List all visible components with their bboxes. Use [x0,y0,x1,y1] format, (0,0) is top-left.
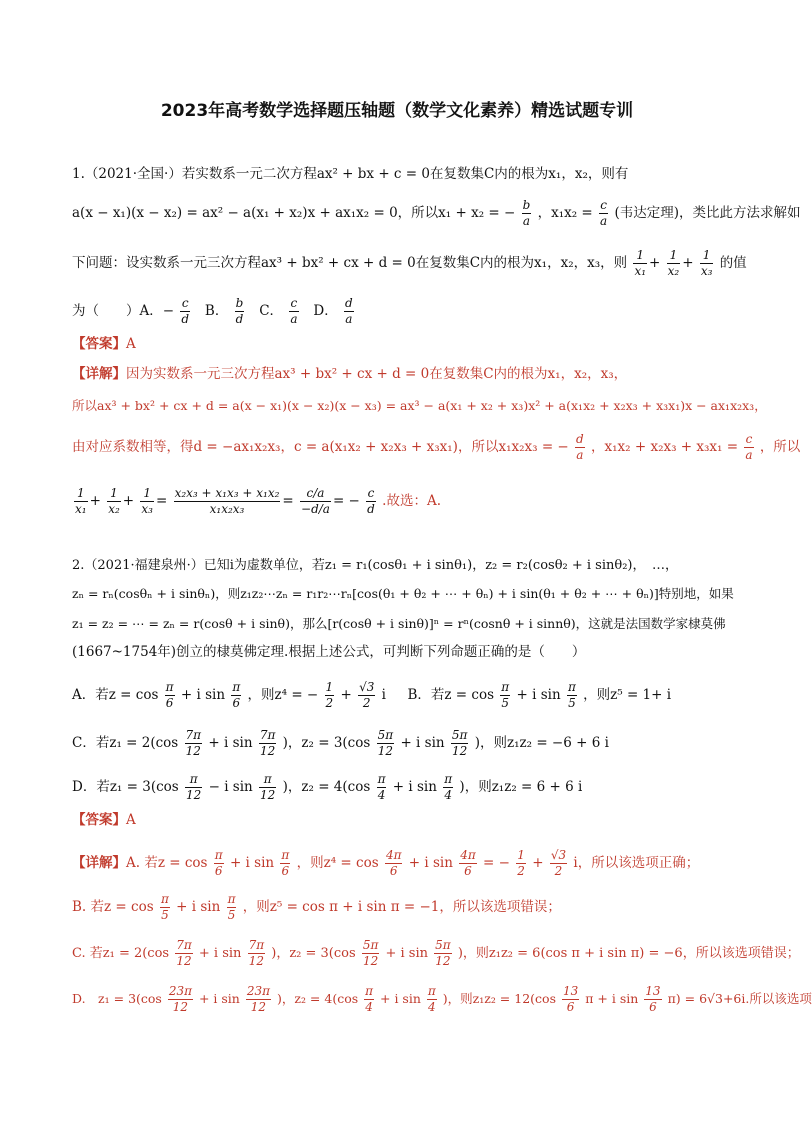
q2-line-2: zₙ = rₙ(cosθₙ + i sinθₙ)，则z₁z₂⋯zₙ = r₁r₂⋯rₙ[cos(θ₁ + θ₂ + ⋯ + θₙ) + i sin(θ₁ + θ₂ + ⋯ + θₙ)]特别地，如果 [72,586,734,601]
q1-options: 为（ ）A．− $\frac{c}{d}$ B． $\frac{b}{d}$ C． $\frac{c}{a}$ D． $\frac{d}{a}$ [72,296,353,326]
q2-line-1: 2.（2021·福建泉州·）已知i为虚数单位，若z₁ = r₁(cosθ₁ + i sinθ₁)，z₂ = r₂(cosθ₂ + i sinθ₂)， …， [72,558,678,573]
q2-detail-d: D. z₁ = 3(cos $\frac{23\pi}{12}$ + i sin $\frac{23\pi}{12}$ )，z₂ = 4(cos $\frac{\pi}{4}$ + i sin $\frac{\pi}{4}$ )，则z₁z₂ = 12(cos $\frac{13}{6}$ π + i sin $\frac{13}{6}$ π) = 6√3+6i.所以该选项 [72,984,812,1014]
q2-detail-b: B. 若z = cos $\frac{\pi}{5}$ + i sin $\frac{\pi}{5}$ ，则z⁵ = cos π + i sin π = −1，所以该选项错误； [72,892,561,922]
fraction-c-over-a: $\frac{c}{a}$ [600,198,608,228]
page-title: 2023年高考数学选择题压轴题（数学文化素养）精选试题专训 [160,101,634,121]
q1-line-1: 1.（2021·全国·）若实数系一元二次方程ax² + bx + c = 0在复数集C内的根为x₁，x₂，则有 [72,166,629,182]
q1-detail-2: 所以ax³ + bx² + cx + d = a(x − x₁)(x − x₂)(x − x₃) = ax³ − a(x₁ + x₂ + x₃)x² + a(x₁x₂ + x₂x₃ + x₃x₁)x − ax₁x₂x₃， [72,398,767,413]
q1-detail-3: 由对应系数相等，得d = −ax₁x₂x₃，c = a(x₁x₂ + x₂x₃ + x₃x₁)，所以x₁x₂x₃ = − $\frac{d}{a}$ ，x₁x₂ + x₂x₃ + x₃x₁ = $\frac{c}{a}$ ，所以 [72,432,801,462]
q1-detail-4: $\frac{1}{\text{x₁}}$ + $\frac{1}{\text{x₂}}$ + $\frac{1}{\text{x₃}}$ = $\frac{\text{x₂x₃ + x₁x₃ + x₁x₂}}{\text{x₁x₂x₃}}$ = $\frac{c/a}{-d/a}$ = − $\frac{c}{d}$ .故选：A. [75,486,441,516]
q2-option-a-b: A．若z = cos $\frac{\pi}{6}$ + i sin $\frac{\pi}{6}$ ，则z⁴ = − $\frac{1}{2}$ + $\frac{√3}{2}$ i B．若z = cos $\frac{\pi}{5}$ + i sin $\frac{\pi}{5}$ ，则z⁵ = 1+ i [72,680,672,710]
q2-line-4: (1667~1754年)创立的棣莫佛定理.根据上述公式，可判断下列命题正确的是（ ） [72,644,586,660]
q1-detail-1: 【详解】因为实数系一元三次方程ax³ + bx² + cx + d = 0在复数集C内的根为x₁，x₂，x₃， [72,366,628,382]
q2-detail-c: C. 若z₁ = 2(cos $\frac{7\pi}{12}$ + i sin $\frac{7\pi}{12}$ )，z₂ = 3(cos $\frac{5\pi}{12}$ + i sin $\frac{5\pi}{12}$ )，则z₁z₂ = 6(cos π + i sin π) = −6，所以该选项错误； [72,938,800,968]
q2-detail-a: 【详解】A. 若z = cos $\frac{\pi}{6}$ + i sin $\frac{\pi}{6}$ ，则z⁴ = cos $\frac{4\pi}{6}$ + i sin $\frac{4\pi}{6}$ = − $\frac{1}{2}$ + $\frac{√3}{2}$ i，所以该选项正确； [72,848,700,878]
q1-answer: 【答案】A [72,336,136,352]
q2-answer: 【答案】A [72,812,136,828]
q2-option-c: C．若z₁ = 2(cos $\frac{7\pi}{12}$ + i sin $\frac{7\pi}{12}$ )，z₂ = 3(cos $\frac{5\pi}{12}$ + i sin $\frac{5\pi}{12}$ )，则z₁z₂ = −6 + 6 i [72,728,609,758]
q2-line-3: z₁ = z₂ = ⋯ = zₙ = r(cosθ + i sinθ)，那么[r(cosθ + i sinθ)]ⁿ = rⁿ(cosnθ + i sinnθ)，这就是法国数学家棣莫佛 [72,616,726,631]
q2-option-d: D．若z₁ = 3(cos $\frac{\pi}{12}$ − i sin $\frac{\pi}{12}$ )，z₂ = 4(cos $\frac{\pi}{4}$ + i sin $\frac{\pi}{4}$ )，则z₁z₂ = 6 + 6 i [72,772,583,802]
fraction-b-over-a: $\frac{b}{a}$ [522,198,531,228]
q1-line-3: 下问题：设实数系一元三次方程ax³ + bx² + cx + d = 0在复数集C内的根为x₁，x₂，x₃，则 $\frac{1}{\text{x₁}}$ + $\frac{1}{\text{x₂}}$ + $\frac{1}{\text{x₃}}$ 的值 [72,248,747,278]
q1-line-2: a(x − x₁)(x − x₂) = ax² − a(x₁ + x₂)x + ax₁x₂ = 0，所以x₁ + x₂ = − $\frac{b}{a}$ ，x₁x₂ = $\frac{c}{a}$ (韦达定理)，类比此方法求解如 [72,198,801,228]
